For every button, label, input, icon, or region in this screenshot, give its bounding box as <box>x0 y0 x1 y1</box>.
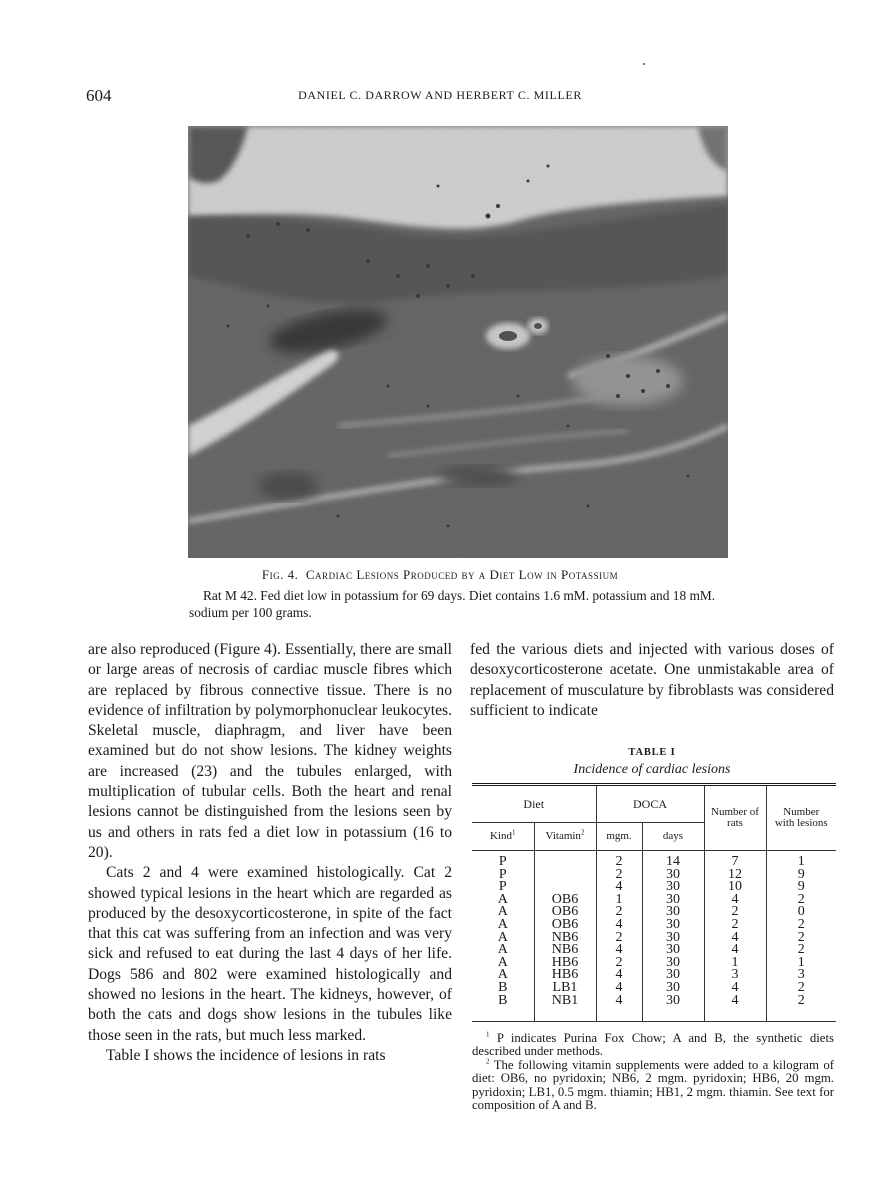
table-label: TABLE I <box>628 747 676 758</box>
cell-kind: P <box>472 851 534 869</box>
paragraph: Cats 2 and 4 were examined histologically. Cat 2 showed typical lesions in the heart which are regarded as produced by the desoxycorticosterone, in spite of the fact that this cat was suffering from an infection and was very sick and refused to eat during the last 4 days of her life. Dogs 586 and 802 were examined histologically and showed no lesions in the heart. The kidneys, however, of both the cats and dogs show lesions in the tubules like those seen in the rats, but much less marked. <box>88 864 452 1044</box>
cell-kind: A <box>497 929 508 945</box>
cell-rats: 7 <box>704 851 766 869</box>
footnote-marker: 2 <box>486 1057 490 1066</box>
figure-caption <box>86 567 794 620</box>
cell-days: 30 <box>642 969 704 982</box>
cell-kind: B <box>472 995 534 1022</box>
table-row <box>472 894 836 907</box>
header-diet: Diet <box>472 785 596 823</box>
cell-mgm: 2 <box>596 957 642 970</box>
cell-rats: 2 <box>704 906 766 919</box>
footnote-marker: 1 <box>486 1030 490 1039</box>
header-number-with-lesions-text: Number with lesions <box>774 806 828 829</box>
cell-mgm: 2 <box>596 906 642 919</box>
cell-kind: A <box>497 942 508 958</box>
cell-mgm: 4 <box>596 969 642 982</box>
cell-kind: A <box>497 954 508 970</box>
table-row <box>472 851 836 869</box>
cell-lesions: 1 <box>766 957 836 970</box>
cell-lesions: 0 <box>766 906 836 919</box>
cell-lesions: 2 <box>766 995 836 1022</box>
header-kind <box>472 823 534 851</box>
cell-rats: 10 <box>704 881 766 894</box>
cell-vitamin: OB6 <box>534 906 596 919</box>
cell-vitamin: OB6 <box>534 894 596 907</box>
table-row <box>472 957 836 970</box>
cell-kind: A <box>497 891 508 907</box>
table-row <box>472 881 836 894</box>
cell-lesions: 2 <box>766 919 836 932</box>
cell-vitamin: NB6 <box>534 932 596 945</box>
header-vitamin <box>534 823 596 851</box>
footnote-marker: 1 <box>512 828 516 837</box>
header-number-with-lesions <box>766 785 836 851</box>
cell-days: 30 <box>642 944 704 957</box>
cell-days: 30 <box>642 869 704 882</box>
cell-lesions: 2 <box>766 932 836 945</box>
cell-mgm: 2 <box>596 869 642 882</box>
figure-title <box>86 567 794 583</box>
table-row <box>472 932 836 945</box>
running-head <box>86 86 794 106</box>
figure-title-prefix: Fig. 4. <box>261 567 299 582</box>
cell-rats: 12 <box>704 869 766 882</box>
body-left-column <box>88 640 452 1066</box>
cell-kind: P <box>498 879 507 895</box>
cell-lesions: 1 <box>766 851 836 869</box>
table-title: Incidence of cardiac lesions <box>573 762 731 777</box>
header-vitamin-text: Vitamin <box>545 830 581 842</box>
cell-lesions: 9 <box>766 881 836 894</box>
cell-lesions: 9 <box>766 869 836 882</box>
cell-mgm: 4 <box>596 995 642 1022</box>
figure-title-text: Cardiac Lesions Produced by a Diet Low in Potassium <box>305 567 619 582</box>
cell-vitamin: HB6 <box>534 969 596 982</box>
paragraph: are also reproduced (Figure 4). Essentially, there are small or large areas of necrosis of cardiac muscle fibres which are replaced by fibrous connective tissue. There is no evidence of infiltration by polymorphonuclear leukocytes. Skeletal muscle, diaphragm, and liver have been examined but do not show lesions. The kidney weights are increased (23) and the tubules enlarged, with multiplication of tubular cells. Both the heart and renal lesions cannot be distinguished from the lesions seen by us and others in rats fed a diet low in potassium (16 to 20). <box>88 641 452 861</box>
cell-lesions: 3 <box>766 969 836 982</box>
cell-vitamin: NB6 <box>534 944 596 957</box>
cell-vitamin: NB1 <box>534 995 596 1022</box>
paragraph: fed the various diets and injected with various doses of desoxycorticosterone acetate. One unmistakable area of replacement of musculature by fibroblasts was considered sufficient to indicate <box>470 641 834 719</box>
figure-legend-text: Rat M 42. Fed diet low in potassium for 69 days. Diet contains 1.6 mM. potassium and 18 mM. sodium per 100 grams. <box>189 588 716 620</box>
cell-rats: 4 <box>704 995 766 1022</box>
cell-vitamin: HB6 <box>534 957 596 970</box>
cell-rats: 4 <box>704 944 766 957</box>
cell-mgm: 4 <box>596 944 642 957</box>
cell-vitamin <box>534 851 596 869</box>
cell-lesions: 2 <box>766 982 836 995</box>
cell-mgm: 2 <box>596 851 642 869</box>
cell-days: 30 <box>642 932 704 945</box>
header-number-of-rats-text: Number of rats <box>711 806 759 829</box>
figure-photomicrograph <box>188 126 728 558</box>
cell-kind: P <box>498 866 507 882</box>
cell-days: 30 <box>642 894 704 907</box>
footnote-marker: 2 <box>580 828 585 837</box>
header-number-of-rats <box>704 785 766 851</box>
cell-mgm: 4 <box>596 881 642 894</box>
cell-vitamin: LB1 <box>534 982 596 995</box>
table-row <box>472 944 836 957</box>
page-number: 604 <box>86 86 112 105</box>
table-row <box>472 906 836 919</box>
table-row <box>472 982 836 995</box>
body-right-column <box>470 640 834 721</box>
cell-kind: B <box>498 979 508 995</box>
footnote <box>472 1032 834 1059</box>
table-footnotes <box>472 1032 834 1112</box>
header-kind-text: Kind <box>490 830 512 842</box>
lesions-table <box>472 783 836 1022</box>
cell-mgm: 1 <box>596 894 642 907</box>
table-caption <box>470 747 834 778</box>
photomicrograph-image <box>188 126 728 558</box>
footnote <box>472 1059 834 1113</box>
footnote-text: P indicates Purina Fox Chow; A and B, the synthetic diets described under methods. <box>472 1031 834 1059</box>
cell-rats: 4 <box>704 982 766 995</box>
footnote-text: The following vitamin supplements were added to a kilogram of diet: OB6, no pyridoxin; NB6, 2 mgm. pyridoxin; HB6, 20 mgm. pyridoxin; LB1, 0.5 mgm. thiamin; HB1, 2 mgm. thiamin. See text for composition of A and B. <box>472 1057 834 1113</box>
cell-rats: 4 <box>704 932 766 945</box>
cell-days: 30 <box>642 919 704 932</box>
cell-rats: 1 <box>704 957 766 970</box>
table-row <box>472 919 836 932</box>
figure-legend <box>189 587 749 621</box>
cell-days: 30 <box>642 881 704 894</box>
cell-days: 30 <box>642 906 704 919</box>
header-days: days <box>642 823 704 851</box>
cell-kind: A <box>497 916 508 932</box>
cell-kind: A <box>497 967 508 983</box>
cell-mgm: 4 <box>596 919 642 932</box>
cell-days: 30 <box>642 995 704 1022</box>
cell-mgm: 2 <box>596 932 642 945</box>
cell-days: 30 <box>642 982 704 995</box>
cell-days: 14 <box>642 851 704 869</box>
cell-vitamin <box>534 869 596 882</box>
paragraph: Table I shows the incidence of lesions in rats <box>106 1046 386 1064</box>
cell-vitamin: OB6 <box>534 919 596 932</box>
table-row <box>472 869 836 882</box>
cell-rats: 3 <box>704 969 766 982</box>
cell-kind: A <box>497 904 508 920</box>
running-head-authors: DANIEL C. DARROW AND HERBERT C. MILLER <box>298 88 582 102</box>
cell-lesions: 2 <box>766 944 836 957</box>
header-doca: DOCA <box>596 785 704 823</box>
cell-mgm: 4 <box>596 982 642 995</box>
cell-lesions: 2 <box>766 894 836 907</box>
table-row <box>472 969 836 982</box>
scan-speck <box>643 63 645 65</box>
table-row <box>472 995 836 1022</box>
cell-rats: 2 <box>704 919 766 932</box>
cell-rats: 4 <box>704 894 766 907</box>
cell-days: 30 <box>642 957 704 970</box>
header-mgm: mgm. <box>596 823 642 851</box>
